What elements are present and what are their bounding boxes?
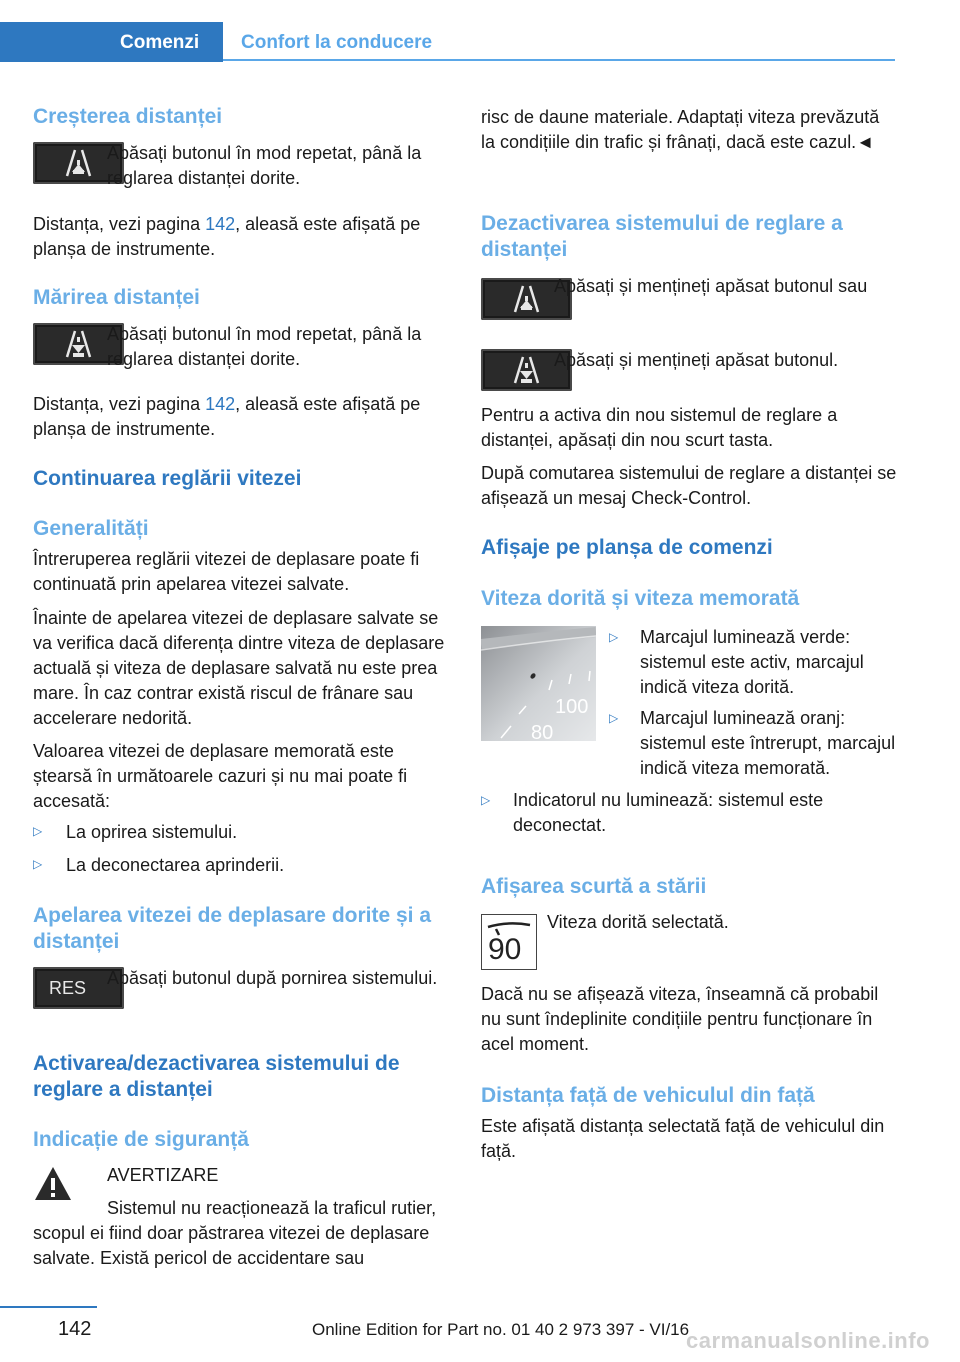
- distanta-fata-text: Este afișată distanța selectată față de vehiculul din față.: [481, 1116, 885, 1161]
- generalitati-p2: Înainte de apelarea vitezei de deplasare salvate se va verifica dacă diferența dintre viteza de deplasare actuală și viteza de deplasare salvată nu este prea mare. În caz contrar există riscul de frânare sau accelerare nedorită.: [33, 608, 445, 728]
- list-item: La deconectarea aprinderii.: [66, 855, 285, 875]
- watermark: carmanualsonline.info: [686, 1328, 930, 1353]
- heading-dezactivare-sistem: Dezactivarea sistemului de reglare a distanței: [481, 212, 843, 261]
- warning-text: Sistemul nu reacționează la traficul rutier, scopul ei fiind doar păstrarea vitezei de deplasare salvate. Există pericol de accidentare sau: [33, 1198, 437, 1268]
- distanta-text-1: Distanța, vezi pagina 142, aleasă este afișată pe planșa de instrumente.: [33, 214, 421, 259]
- gauge-label-100: 100: [555, 696, 589, 718]
- page-link-142[interactable]: 142: [205, 214, 236, 234]
- header-rule: [223, 59, 895, 61]
- res-label: RES: [49, 978, 87, 998]
- list-item: Indicatorul nu luminează: sistemul este deconectat.: [513, 790, 824, 835]
- status-speed-value: 90: [488, 933, 522, 966]
- page-number: 142: [58, 1318, 92, 1340]
- afisare-scurta-text: Viteza dorită selectată.: [547, 912, 729, 932]
- dezactivare-instruction-2: Apăsați și mențineți apăsat butonul.: [554, 350, 839, 370]
- warning-continuation: risc de daune materiale. Adaptați viteza prevăzută la condițiile din trafic și frânați, dacă este cazul.◄: [481, 107, 880, 152]
- tab-comenzi-label: Comenzi: [120, 32, 200, 53]
- bullet-triangle-icon: ▷: [609, 630, 619, 644]
- heading-continuare-reglare: Continuarea reglării vitezei: [33, 467, 302, 490]
- generalitati-p1: Întreruperea reglării vitezei de deplasare poate fi continuată prin apelarea vitezei salvate.: [33, 549, 420, 594]
- heading-apelare-viteza: Apelarea vitezei de deplasare dorite și a distanței: [33, 904, 432, 953]
- heading-generalitati: Generalități: [33, 517, 149, 540]
- heading-afisare-scurta: Afișarea scurtă a stării: [481, 875, 707, 898]
- heading-activare-dezactivare: Activarea/dezactivarea sistemului de reglare a distanței: [33, 1052, 400, 1101]
- heading-distanta-fata: Distanța față de vehiculul din față: [481, 1084, 815, 1107]
- apelare-instruction: Apăsați butonul după pornirea sistemului.: [107, 968, 438, 988]
- bullet-triangle-icon: ▷: [609, 711, 619, 725]
- dezactivare-instruction-1: Apăsați și mențineți apăsat butonul sau: [554, 276, 868, 296]
- warning-label: AVERTIZARE: [107, 1165, 219, 1185]
- crestere-instruction: Apăsați butonul în mod repetat, până la reglarea distanței dorite.: [107, 143, 422, 188]
- list-item: La oprirea sistemului.: [66, 822, 238, 842]
- generalitati-p3: Valoarea vitezei de deplasare memorată este ștearsă în următoarele cazuri și nu mai poate fi accesată:: [33, 741, 408, 811]
- heading-viteza-dorita: Viteza dorită și viteza memorată: [481, 587, 800, 610]
- status-speed-icon: [481, 914, 537, 970]
- bullet-triangle-icon: ▷: [481, 793, 491, 807]
- distanta-text-2: Distanța, vezi pagina 142, aleasă este afișată pe planșa de instrumente.: [33, 394, 421, 439]
- marire-instruction: Apăsați butonul în mod repetat, până la reglarea distanței dorite.: [107, 324, 422, 369]
- tab-confort-la-conducere[interactable]: Confort la conducere: [241, 32, 433, 53]
- gauge-label-80: 80: [531, 722, 554, 741]
- reactivare-text: Pentru a activa din nou sistemul de reglare a distanței, apăsați din nou scurt tasta.: [481, 405, 838, 450]
- list-item: Marcajul luminează oranj: sistemul este întrerupt, marcajul indică viteza memorată.: [640, 708, 896, 778]
- bullet-triangle-icon: ▷: [33, 824, 43, 838]
- bullet-triangle-icon: ▷: [33, 857, 43, 871]
- footer-rule: [0, 1306, 97, 1308]
- heading-indicatie-siguranta: Indicație de siguranță: [33, 1128, 249, 1151]
- heading-crestere-distanta: Creșterea distanței: [33, 105, 223, 128]
- comutare-text: După comutarea sistemului de reglare a distanței se afișează un mesaj Check-Control.: [481, 463, 897, 508]
- edition-text: Online Edition for Part no. 01 40 2 973 397 - VI/16: [312, 1320, 690, 1339]
- heading-marire-distanta: Mărirea distanței: [33, 286, 200, 309]
- afisare-paragraph: Dacă nu se afișează viteza, înseamnă că probabil nu sunt îndeplinite condițiile pentru funcționare în acel moment.: [481, 984, 879, 1054]
- heading-afisaje: Afișaje pe planșa de comenzi: [481, 536, 773, 559]
- speedometer-image: [481, 626, 596, 741]
- list-item: Marcajul luminează verde: sistemul este activ, marcajul indică viteza dorită.: [640, 627, 864, 697]
- page-link-142[interactable]: 142: [205, 394, 236, 414]
